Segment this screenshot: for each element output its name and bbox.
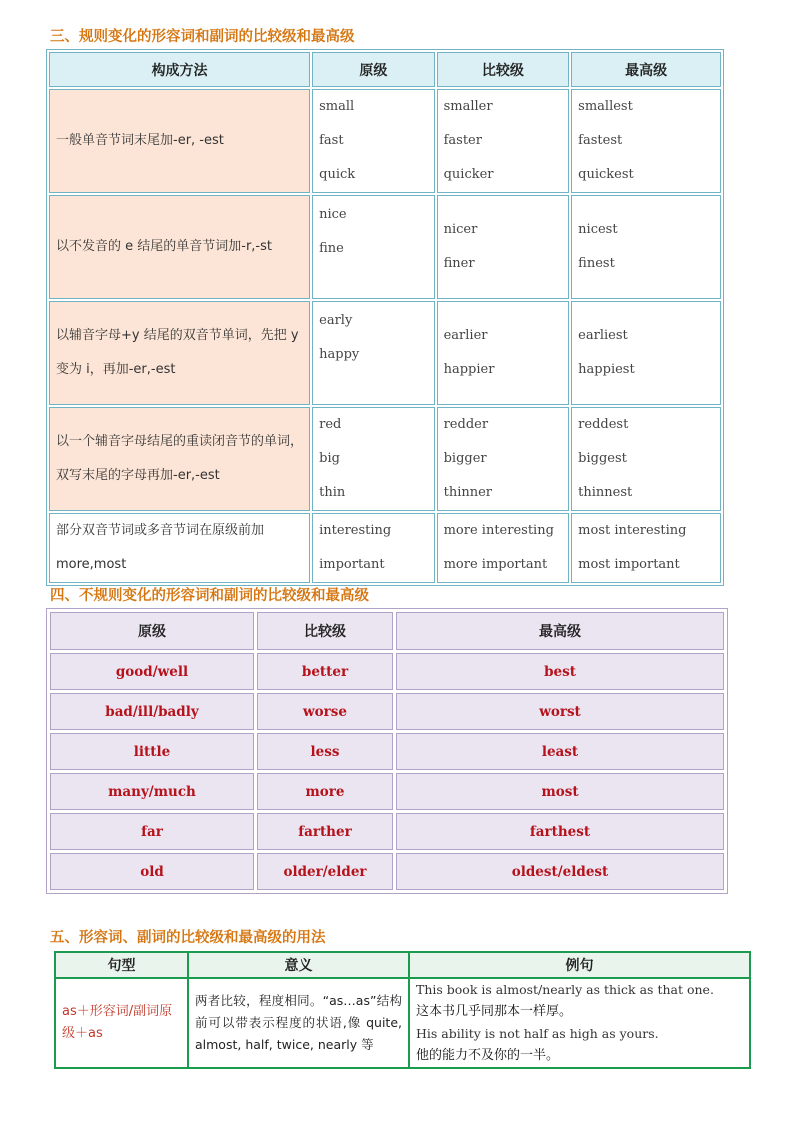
example-english: His ability is not half as high as yours. [416,1026,659,1041]
base-cell: little [50,733,254,770]
table-row [50,693,724,730]
header-superlative: 最高级 [571,52,721,87]
base-cell [312,301,434,405]
word: thinner [443,485,493,500]
pattern-cell: as＋形容词/副词原级＋as [55,978,188,1068]
table-row [49,407,721,511]
superlative-cell: worst [396,693,724,730]
base-cell [312,195,434,299]
word: more interesting [443,523,554,538]
superlative-cell: most [396,773,724,810]
word: finest [578,256,615,271]
table-row [55,978,750,1068]
example-chinese: 他的能力不及你的一半。 [416,1048,560,1063]
word: earliest [578,328,628,343]
superlative-cell [571,89,721,193]
word: early [319,313,353,328]
superlative-cell: least [396,733,724,770]
comparative-cell: worse [257,693,393,730]
superlative-cell: farthest [396,813,724,850]
word: smallest [578,99,633,114]
word: happier [443,362,495,377]
header-method: 构成方法 [49,52,310,87]
comparative-cell: farther [257,813,393,850]
word: quickest [578,167,634,182]
base-cell: good/well [50,653,254,690]
table-header-row [49,52,721,87]
method-cell: 以一个辅音字母结尾的重读闭音节的单词，双写末尾的字母再加-er,-est [49,407,310,511]
word: more important [443,557,548,572]
word: nice [319,207,347,222]
word: bigger [443,451,487,466]
header-superlative: 最高级 [396,612,724,650]
section-3-heading: 三、规则变化的形容词和副词的比较级和最高级 [50,29,355,45]
table-row [50,853,724,890]
comparative-cell: less [257,733,393,770]
table-header-row [55,952,750,978]
word: fine [319,241,344,256]
header-pattern: 句型 [55,952,188,978]
usage-table [54,951,751,1069]
superlative-cell [571,301,721,405]
word: finer [443,256,475,271]
base-cell: bad/ill/badly [50,693,254,730]
superlative-cell [571,407,721,511]
table-row [49,301,721,405]
word: fast [319,133,344,148]
superlative-cell [571,513,721,583]
table-row [50,733,724,770]
method-cell: 以辅音字母+y 结尾的双音节单词，先把 y 变为 i，再加-er,-est [49,301,310,405]
comparative-cell [437,407,570,511]
table-row [50,773,724,810]
comparative-cell: more [257,773,393,810]
word: nicest [578,222,618,237]
comparative-cell: better [257,653,393,690]
word: biggest [578,451,627,466]
superlative-cell [571,195,721,299]
superlative-cell: best [396,653,724,690]
superlative-cell: oldest/eldest [396,853,724,890]
example-english: This book is almost/nearly as thick as that one. [416,982,714,997]
table-row [49,195,721,299]
example-cell [409,978,750,1068]
base-cell: old [50,853,254,890]
section-5-heading: 五、形容词、副词的比较级和最高级的用法 [50,930,326,946]
word: red [319,417,342,432]
word: interesting [319,523,392,538]
word: happy [319,347,360,362]
irregular-comparison-table [46,608,728,894]
header-comparative: 比较级 [437,52,570,87]
base-cell: far [50,813,254,850]
table-row [50,653,724,690]
method-cell: 部分双音节词或多音节词在原级前加 more,most [49,513,310,583]
word: small [319,99,355,114]
word: most interesting [578,523,687,538]
word: big [319,451,340,466]
word: redder [443,417,489,432]
header-example: 例句 [409,952,750,978]
word: faster [443,133,482,148]
word: smaller [443,99,493,114]
table-header-row [50,612,724,650]
base-cell [312,89,434,193]
header-base: 原级 [50,612,254,650]
example-chinese: 这本书几乎同那本一样厚。 [416,1004,573,1019]
word: thinnest [578,485,633,500]
word: happiest [578,362,635,377]
header-meaning: 意义 [188,952,409,978]
method-cell: 一般单音节词末尾加-er, -est [49,89,310,193]
table-row [49,89,721,193]
word: earlier [443,328,488,343]
header-base: 原级 [312,52,434,87]
word: thin [319,485,346,500]
comparative-cell: older/elder [257,853,393,890]
word: fastest [578,133,623,148]
comparative-cell [437,89,570,193]
header-comparative: 比较级 [257,612,393,650]
comparative-cell [437,195,570,299]
word: quick [319,167,356,182]
base-cell: many/much [50,773,254,810]
word: quicker [443,167,494,182]
word: nicer [443,222,478,237]
base-cell [312,407,434,511]
regular-comparison-table [46,49,724,586]
table-row [49,513,721,583]
word: important [319,557,385,572]
word: most important [578,557,680,572]
comparative-cell [437,301,570,405]
word: reddest [578,417,629,432]
table-row [50,813,724,850]
base-cell [312,513,434,583]
comparative-cell [437,513,570,583]
method-cell: 以不发音的 e 结尾的单音节词加-r,-st [49,195,310,299]
meaning-cell: 两者比较，程度相同。“as…as”结构前可以带表示程度的状语,像 quite, almost, half, twice, nearly 等 [188,978,409,1068]
section-4-heading: 四、不规则变化的形容词和副词的比较级和最高级 [50,588,369,604]
